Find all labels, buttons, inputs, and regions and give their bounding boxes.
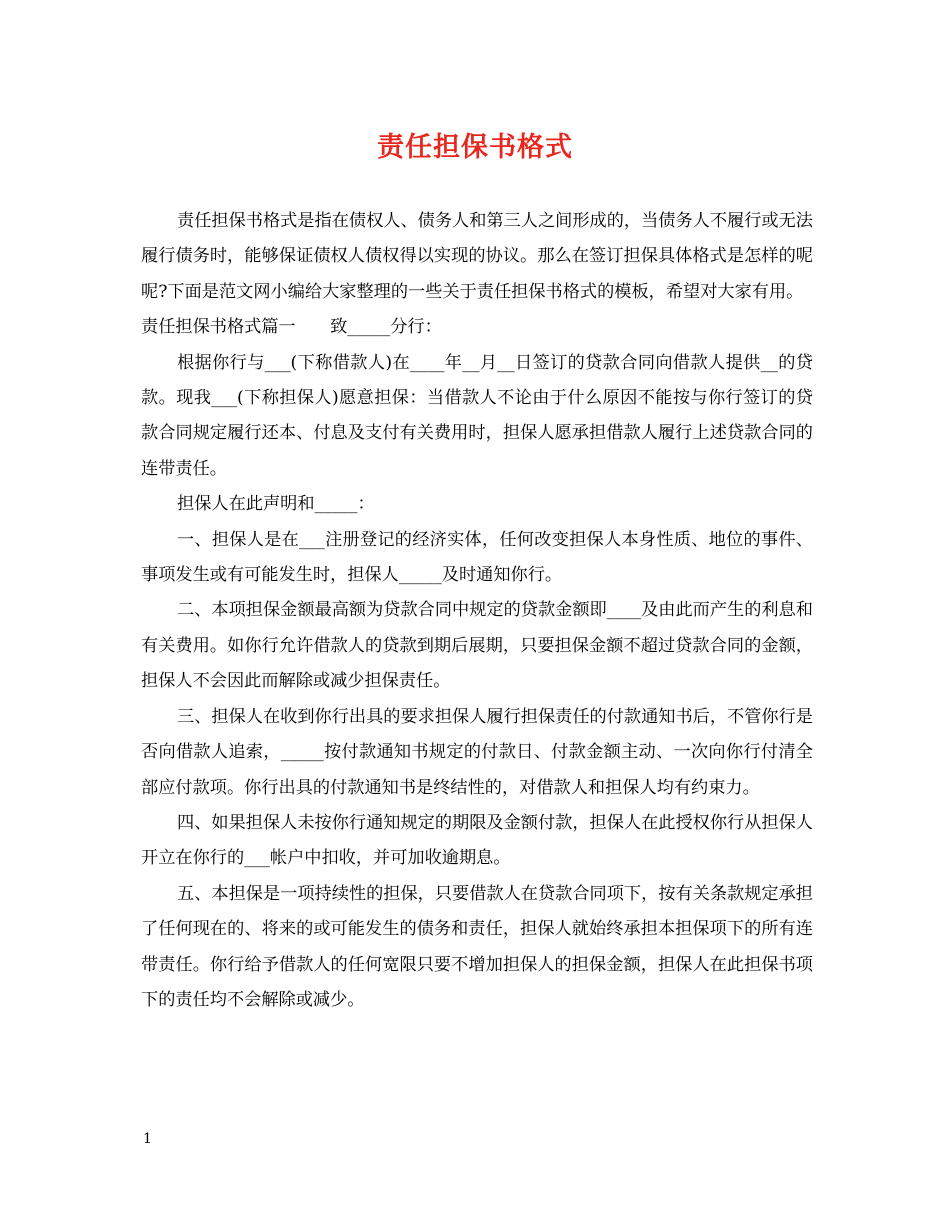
clause-one: 一、担保人是在___注册登记的经济实体，任何改变担保人本身性质、地位的事件、事项发生或有可能发生时，担保人_____及时通知你行。: [141, 529, 813, 586]
body-paragraph-basis: 根据你行与___(下称借款人)在____年__月__日签订的贷款合同向借款人提供__的贷款。现我___(下称担保人)愿意担保：当借款人不论由于什么原因不能按与你行签订的贷款合同规定履行还本、付息及支付有关费用时，担保人愿承担借款人履行上述贷款合同的连带责任。: [141, 352, 813, 479]
body-paragraph-declaration: 担保人在此声明和_____：: [177, 494, 375, 515]
page-number: 1: [143, 1131, 152, 1147]
clause-four: 四、如果担保人未按你行通知规定的期限及金额付款，担保人在此授权你行从担保人开立在你行的___帐户中扣收，并可加收逾期息。: [141, 812, 813, 869]
clause-three: 三、担保人在收到你行出具的要求担保人履行担保责任的付款通知书后，不管你行是否向借款人追索，_____按付款通知书规定的付款日、付款金额主动、一次向你行付清全部应付款项。你行出具的付款通知书是终结性的，对借款人和担保人均有约束力。: [141, 706, 813, 798]
clause-five: 五、本担保是一项持续性的担保，只要借款人在贷款合同项下，按有关条款规定承担了任何现在的、将来的或可能发生的债务和责任，担保人就始终承担本担保项下的所有连带责任。你行给予借款人的任何宽限只要不增加担保人的担保金额，担保人在此担保书项下的责任均不会解除或减少。: [141, 883, 813, 1010]
section-heading-line: 责任担保书格式篇一 致_____分行：: [141, 317, 442, 338]
intro-paragraph: 责任担保书格式是指在债权人、债务人和第三人之间形成的，当债务人不履行或无法履行债务时，能够保证债权人债权得以实现的协议。那么在签订担保具体格式是怎样的呢呢?下面是范文网小编给大家整理的一些关于责任担保书格式的模板，希望对大家有用。: [141, 211, 813, 302]
document-body: [141, 204, 813, 1018]
document-title: 责任担保书格式: [377, 132, 573, 163]
clause-two: 二、本项担保金额最高额为贷款合同中规定的贷款金额即____及由此而产生的利息和有关费用。如你行允许借款人的贷款到期后展期，只要担保金额不超过贷款合同的金额，担保人不会因此而解除或减少担保责任。: [141, 600, 813, 692]
